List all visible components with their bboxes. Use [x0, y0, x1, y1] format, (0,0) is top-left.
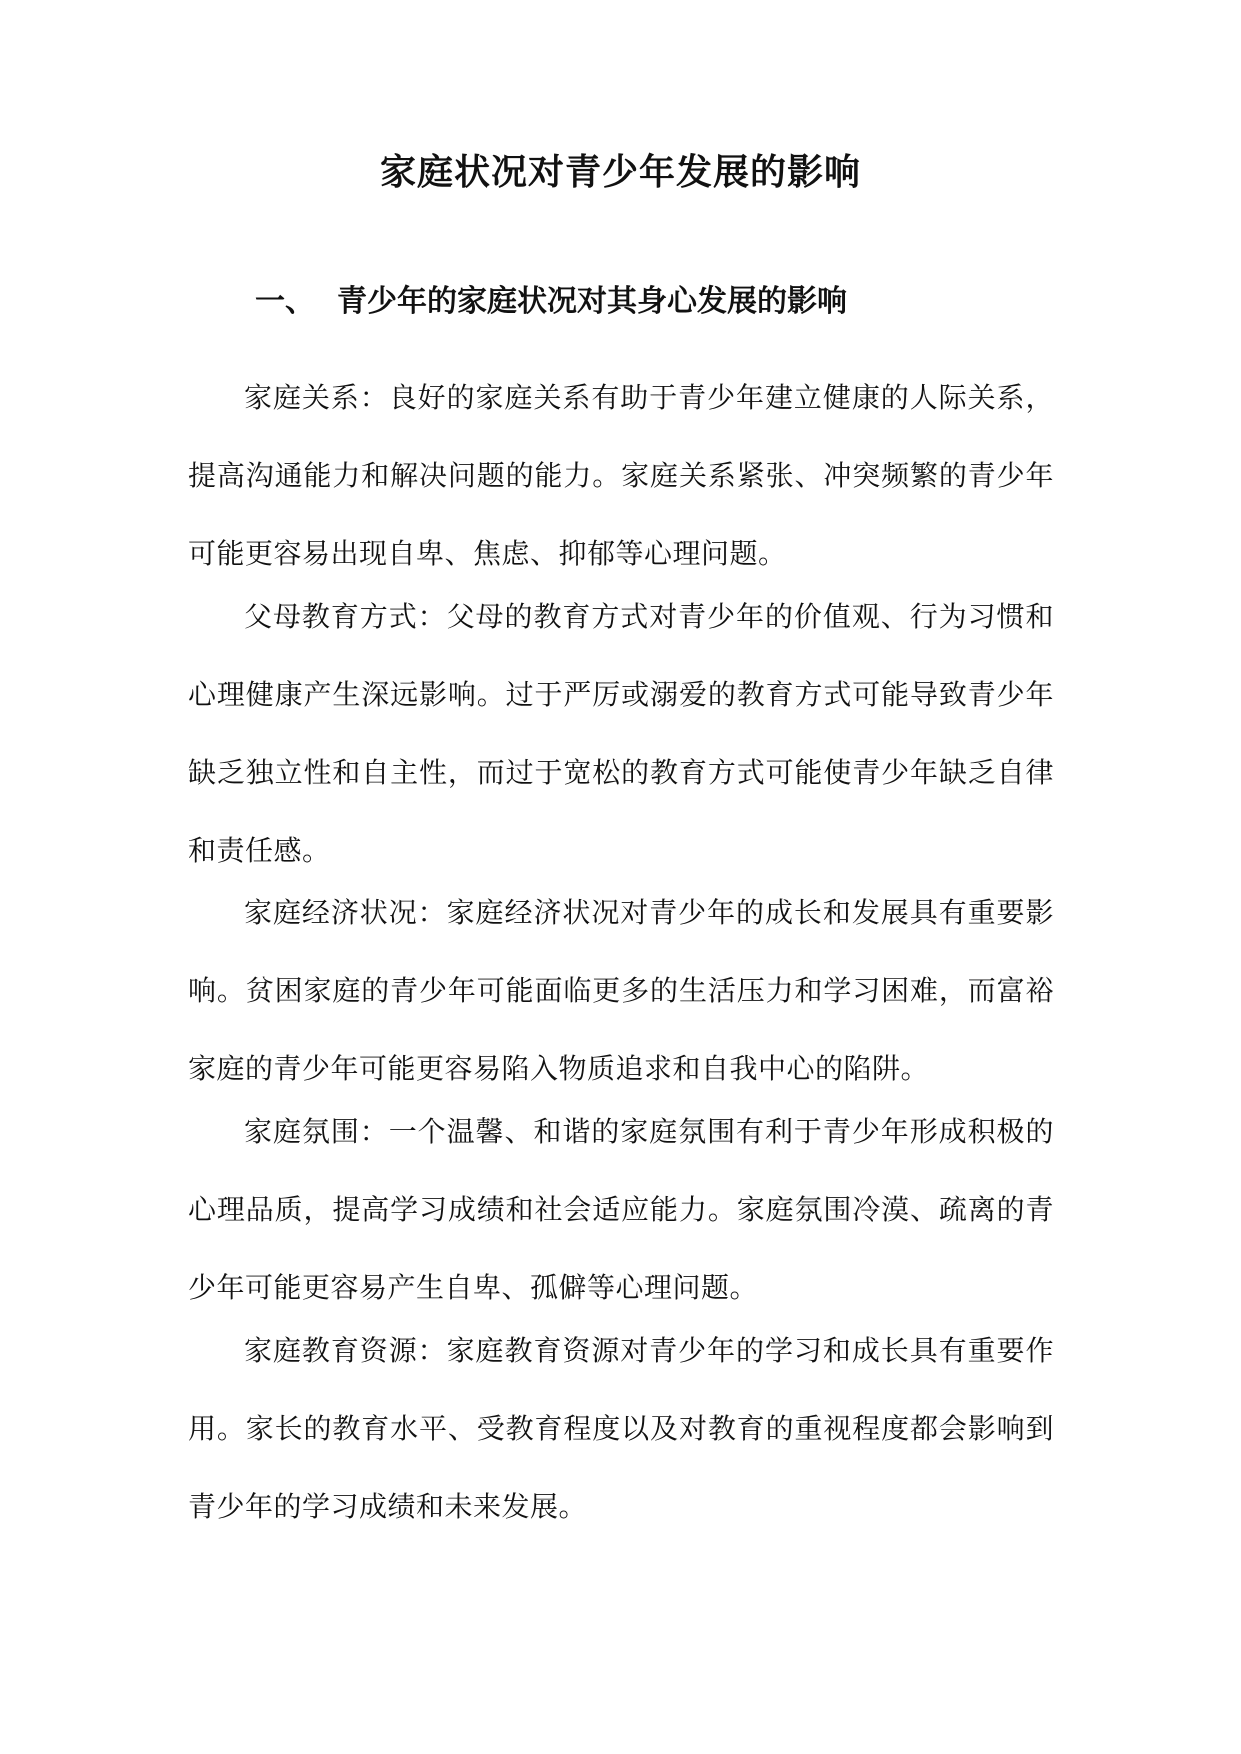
- paragraph-education-resources: 家庭教育资源：家庭教育资源对青少年的学习和成长具有重要作用。家长的教育水平、受教育程度以及对教育的重视程度都会影响到青少年的学习成绩和未来发展。: [188, 1334, 1054, 1523]
- section-number: 一、: [255, 284, 315, 319]
- document-title: 家庭状况对青少年发展的影响: [379, 152, 861, 193]
- paragraph-parenting-style: 父母教育方式：父母的教育方式对青少年的价值观、行为习惯和心理健康产生深远影响。过于严厉或溺爱的教育方式可能导致青少年缺乏独立性和自主性，而过于宽松的教育方式可能使青少年缺乏自律和责任感。: [188, 600, 1054, 867]
- section-heading: [255, 280, 847, 324]
- section-heading-text: 青少年的家庭状况对其身心发展的影响: [337, 284, 847, 319]
- paragraph-family-relationship: 家庭关系：良好的家庭关系有助于青少年建立健康的人际关系，提高沟通能力和解决问题的能力。家庭关系紧张、冲突频繁的青少年可能更容易出现自卑、焦虑、抑郁等心理问题。: [188, 381, 1054, 570]
- paragraph-family-economy: 家庭经济状况：家庭经济状况对青少年的成长和发展具有重要影响。贫困家庭的青少年可能面临更多的生活压力和学习困难，而富裕家庭的青少年可能更容易陷入物质追求和自我中心的陷阱。: [188, 896, 1054, 1085]
- paragraph-family-atmosphere: 家庭氛围：一个温馨、和谐的家庭氛围有利于青少年形成积极的心理品质，提高学习成绩和社会适应能力。家庭氛围冷漠、疏离的青少年可能更容易产生自卑、孤僻等心理问题。: [188, 1115, 1054, 1304]
